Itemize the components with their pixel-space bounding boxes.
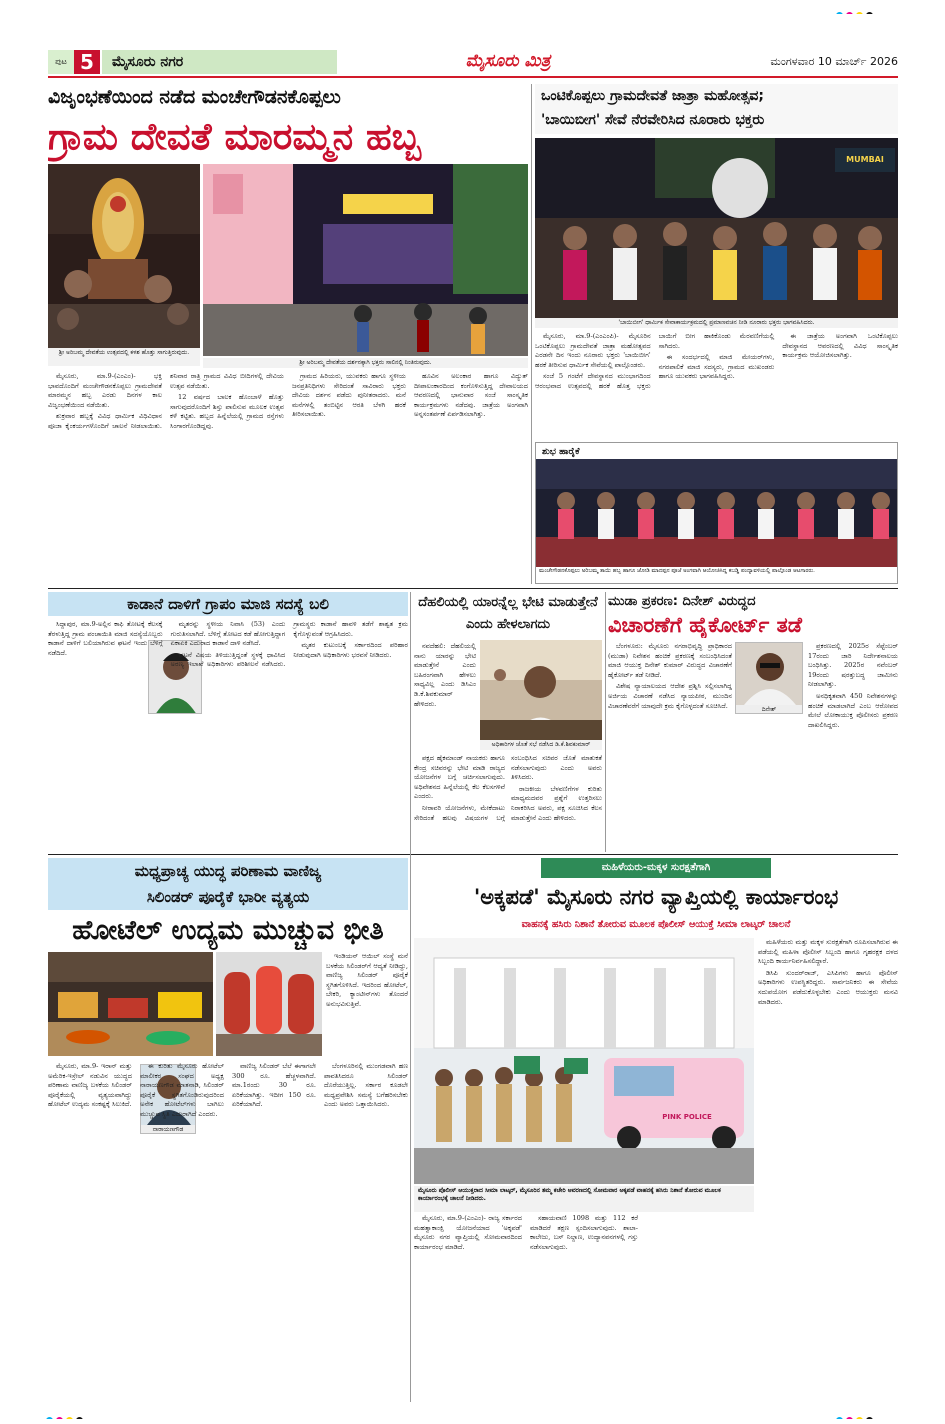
yellow-dot-icon xyxy=(856,1417,863,1419)
hotel-headline: ಹೋಟೆಲ್ ಉದ್ಯಮ ಮುಚ್ಚುವ ಭೀತಿ xyxy=(72,915,384,946)
delhi-paragraph: ರಾಜಕೀಯ ಬೆಳವಣಿಗೆಗಳ ಕುರಿತು ಮಾಧ್ಯಮದವರ ಪ್ರಶ್ನೆಗೆ ಉತ್ತರಿಸಲು ನಿರಾಕರಿಸಿದ ಅವರು, ಪಕ್ಷ ಸೂಚಿಸಿದ ಕೆಲಸ ಮಾಡುತ್ತೇನೆ ಎಂದು ಹೇಳಿದರು. xyxy=(511,784,602,822)
page-number: 5 xyxy=(74,50,100,74)
elephant-paragraph: ಮೃತರನ್ನು ಸ್ಥಳೀಯ ನಿವಾಸಿ (53) ಎಂದು ಗುರುತಿಸಲಾಗಿದೆ. ಬೆಳಿಗ್ಗೆ ತೋಟದ ಕಡೆ ಹೋಗುತ್ತಿದ್ದಾಗ ಏಕಾಏಕಿ ಎದುರಾದ ಕಾಡಾನೆ ದಾಳಿ ನಡೆಸಿದೆ. xyxy=(170,620,286,648)
story1-paragraph: 12 ವರ್ಷದ ಬಾಲಕ ಹೊಂಬಾಳೆ ಹೊತ್ತು ಸಾಗುವುದರೊಂದಿಗೆ ಶಿಸ್ತು ಪಾಲಿಸುವ ಮೂಲಕ ಉತ್ಸವ ಕಳೆ ಕಟ್ಟಿತು. ಹಬ್ಬದ ಹಿನ್ನೆಲೆಯಲ್ಲಿ ಗ್ರಾಮದ ರಸ್ತೆಗಳು ಸಿಂಗಾರಗೊಂಡಿದ್ದವು. xyxy=(170,393,284,430)
story1-caption-right: ಶ್ರೀ ಅರಿಬಮ್ಮ ದೇವತೆಯ ದರ್ಶನಕ್ಕಾಗಿ ಭಕ್ತರು ಸಾಲಿನಲ್ಲಿ ನಿಂತಿರುವುದು. xyxy=(203,358,528,368)
story1-paragraph: ಗ್ರಾಮದ ಹಿರಿಯರು, ಯುವಕರು ಹಾಗೂ ಸ್ಥಳೀಯ ಜನಪ್ರತಿನಿಧಿಗಳು ಸೇರಿದಂತೆ ಸಾವಿರಾರು ಭಕ್ತರು ದೇವಿಯ ದರ್ಶನ ಪಡೆದು ಪುನೀತರಾದರು. ಮನೆ ಮನೆಗಳಲ್ಲಿ ತಂಬಿಟ್ಟಿನ ಆರತಿ ಬೆಳಗಿ ಹರಕೆ ತೀರಿಸಲಾಯಿತು. xyxy=(292,372,406,419)
cyan-dot-icon xyxy=(836,1417,843,1419)
wishes-box xyxy=(535,442,898,584)
akkapade-headline: 'ಅಕ್ಕಪಡೆ' ಮೈಸೂರು ನಗರ ವ್ಯಾಪ್ತಿಯಲ್ಲಿ ಕಾರ್ಯಾರಂಭ xyxy=(473,885,839,909)
hotel-paragraph: ಬೆಂಗಳೂರಿನಲ್ಲಿ ಮುಂಗಡವಾಗಿ ಹಣ ಪಾವತಿಸಿದರೂ ಸಿಲಿಂಡರ್ ದೊರೆಯುತ್ತಿಲ್ಲ. ಸರ್ಕಾರ ಕೂಡಲೇ ಮಧ್ಯಪ್ರವೇಶಿಸಿ ಸಮಸ್ಯೆ ಬಗೆಹರಿಸಬೇಕು ಎಂದು ಅವರು ಒತ್ತಾಯಿಸಿದರು. xyxy=(324,1062,408,1109)
story1-headline: ಗ್ರಾಮ ದೇವತೆ ಮಾರಮ್ಮನ ಹಬ್ಬ xyxy=(48,115,421,158)
delhi-caption: ಅಧಿಕಾರಿಗಳ ಜೊತೆ ಸಭೆ ನಡೆಸಿದ ಡಿ.ಕೆ.ಶಿವಕುಮಾರ್ xyxy=(480,740,602,750)
festival-photo-kalasha xyxy=(48,164,200,356)
festival-photo-street xyxy=(203,164,528,356)
hotel-paragraph: ವಾಣಿಜ್ಯ ಸಿಲಿಂಡರ್ ಬೆಲೆ ಈಗಾಗಲೇ 300 ರೂ. ಹೆಚ್ಚಳವಾಗಿದೆ. ಮಾ.1ರಂದು 30 ರೂ. ಏರಿಕೆಯಾಗಿತ್ತು. ಇದೀಗ 150 ರೂ. ಏರಿಕೆಯಾಗಿದೆ. xyxy=(232,1062,316,1109)
story2-paragraph: ಈ ಸಂದರ್ಭದಲ್ಲಿ ಮಾಜಿ ಮೇಯರ್‌ಗಳು, ನಗರಪಾಲಿಕೆ ಮಾಜಿ ಸದಸ್ಯರು, ಗ್ರಾಮದ ಮುಖಂಡರು ಹಾಗೂ ಯುವಕರು ಭಾಗವಹಿಸಿದ್ದರು. xyxy=(658,353,775,381)
story2-paragraph: ಮೈಸೂರು, ಮಾ.9-(ಎಂಎಂಪಿ)- ಮೈಸೂರಿನ ಒಂಟಿಕೊಪ್ಪಲು ಗ್ರಾಮದೇವತೆ ಜಾತ್ರಾ ಮಹೋತ್ಸವದ ಎರಡನೇ ದಿನ ಇಂದು ನೂರಾರು ಭಕ್ತರು 'ಬಾಯಿಬೀಗ' ಹರಕೆ ತೀರಿಸುವ ಧಾರ್ಮಿಕ ಸೇವೆಯಲ್ಲಿ ಪಾಲ್ಗೊಂಡರು. xyxy=(535,332,651,369)
story2-paragraph: ಸಂಜೆ 5 ಗಂಟೆಗೆ ದೇವಸ್ಥಾನದ ಮುಂಭಾಗದಿಂದ ಆರಂಭವಾದ ಉತ್ಸವದಲ್ಲಿ ಹರಕೆ ಹೊತ್ತ ಭಕ್ತರು ಬಾಯಿಗೆ ಬೀಗ ಹಾಕಿಕೊಂಡು ಮೆರವಣಿಗೆಯಲ್ಲಿ ಸಾಗಿದರು. xyxy=(535,332,775,390)
hotel-kicker-line1: ಮಧ್ಯಪ್ರಾಚ್ಯ ಯುದ್ಧ ಪರಿಣಾಮ ವಾಣಿಜ್ಯ xyxy=(134,862,322,880)
elephant-paragraph: ಘಟನೆ ವಿಷಯ ತಿಳಿಯುತ್ತಿದ್ದಂತೆ ಸ್ಥಳಕ್ಕೆ ಧಾವಿಸಿದ ಅರಣ್ಯ ಇಲಾಖೆ ಅಧಿಕಾರಿಗಳು ಪರಿಶೀಲನೆ ನಡೆಸಿದರು. ಗ್ರಾಮಸ್ಥರು ಕಾಡಾನೆ ಹಾವಳಿ ತಡೆಗೆ ಶಾಶ್ವತ ಕ್ರಮ ಕೈಗೊಳ್ಳುವಂತೆ ಆಗ್ರಹಿಸಿದರು. xyxy=(170,620,408,669)
column-divider-muda xyxy=(605,592,606,852)
muda-body xyxy=(608,642,732,850)
hotel-kicker-band xyxy=(48,858,408,910)
elephant-paragraph: ಮೃತರ ಕುಟುಂಬಕ್ಕೆ ಸರ್ಕಾರದಿಂದ ಪರಿಹಾರ ನೀಡುವುದಾಗಿ ಅಧಿಕಾರಿಗಳು ಭರವಸೆ ನೀಡಿದರು. xyxy=(293,641,408,659)
dinesh-photo xyxy=(735,642,803,714)
cyan-dot-icon xyxy=(46,1417,53,1419)
elephant-headline-band xyxy=(48,592,408,616)
story2-photo xyxy=(535,138,898,318)
black-dot-icon xyxy=(76,1417,83,1419)
akkapade-paragraph: ಮೈಸೂರು, ಮಾ.9-(ಎಂಎಂ)- ರಾಜ್ಯ ಸರ್ಕಾರದ ಮಹತ್ವಾಕಾಂಕ್ಷಿ ಯೋಜನೆಯಾದ 'ಅಕ್ಕಪಡೆ' ಮೈಸೂರು ನಗರ ವ್ಯಾಪ್ತಿಯಲ್ಲಿ ಸೋಮವಾರದಿಂದ ಕಾರ್ಯಾರಂಭ ಮಾಡಿದೆ. xyxy=(414,1214,522,1251)
magenta-dot-icon xyxy=(846,1417,853,1419)
narayanagowda-name-label: ನಾರಾಯಣಗೌಡ xyxy=(141,1125,195,1134)
story2-header xyxy=(535,84,898,134)
magenta-dot-icon xyxy=(56,1417,63,1419)
akkapade-body-right xyxy=(758,938,898,1402)
page-header xyxy=(48,50,898,74)
magenta-dot-icon xyxy=(846,12,853,14)
header-rule xyxy=(48,76,898,78)
akkapade-photo xyxy=(414,938,754,1184)
story2-paragraph: ಈ ಜಾತ್ರೆಯ ಅಂಗವಾಗಿ ಒಂಟಿಕೊಪ್ಪಲು ದೇವಸ್ಥಾನದ ಆವರಣದಲ್ಲಿ ವಿವಿಧ ಸಾಂಸ್ಕೃತಿಕ ಕಾರ್ಯಕ್ರಮ ಆಯೋಜಿಸಲಾಗಿತ್ತು. xyxy=(782,332,898,360)
hotel-kitchen-image xyxy=(48,952,213,1056)
muda-paragraph: ಅನಧಿಕೃತವಾಗಿ 450 ನಿವೇಶನಗಳನ್ನು ಹಂಚಿಕೆ ಮಾಡಲಾಗಿದೆ ಎಂಬ ಆರೋಪದ ಮೇಲೆ ಲೋಕಾಯುಕ್ತ ಪೊಲೀಸರು ಪ್ರಕರಣ ದಾಖಲಿಸಿದ್ದರು. xyxy=(808,691,898,729)
muda-headline: ವಿಚಾರಣೆಗೆ ಹೈಕೋರ್ಟ್ ತಡೆ xyxy=(608,613,802,637)
delhi-paragraph: ಪಕ್ಷದ ಹೈಕಮಾಂಡ್ ನಾಯಕರು ಹಾಗೂ ಕೇಂದ್ರ ಸಚಿವರನ್ನು ಭೇಟಿ ಮಾಡಿ ರಾಜ್ಯದ ಯೋಜನೆಗಳ ಬಗ್ಗೆ ಚರ್ಚಿಸಲಾಗುವುದು. ಅಧಿವೇಶನದ ಹಿನ್ನೆಲೆಯಲ್ಲಿ ಕೆಲ ಕೆಲಸಗಳಿವೆ ಎಂದರು. xyxy=(414,754,505,801)
hotel-body-top xyxy=(326,952,408,1056)
delhi-paragraph: ನೀರಾವರಿ ಯೋಜನೆಗಳು, ಮೇಕೆದಾಟು ಸೇರಿದಂತೆ ಹಲವು ವಿಷಯಗಳ ಬಗ್ಗೆ ಸಂಬಂಧಿಸಿದ ಸಚಿವರ ಜೊತೆ ಮಾತುಕತೆ ನಡೆಸಲಾಗುವುದು ಎಂದು ಅವರು ತಿಳಿಸಿದರು. xyxy=(414,754,602,822)
story2-headline: 'ಬಾಯಿಬೀಗ' ಸೇವೆ ನೆರವೇರಿಸಿದ ನೂರಾರು ಭಕ್ತರು xyxy=(541,112,765,128)
kabaddi-team-image xyxy=(536,459,897,567)
hotel-paragraph: ಮೈಸೂರು, ಮಾ.9- ಇರಾನ್ ಮತ್ತು ಅಮೆರಿಕ-ಇಸ್ರೇಲ್ ನಡುವಿನ ಯುದ್ಧದ ಪರಿಣಾಮ ವಾಣಿಜ್ಯ ಬಳಕೆಯ ಸಿಲಿಂಡರ್ ಪೂರೈಕೆಯಲ್ಲಿ ವ್ಯತ್ಯಯವಾಗಿದ್ದು ಹೋಟೆಲ್ ಉದ್ಯಮ ಸಂಕಷ್ಟಕ್ಕೆ ಸಿಲುಕಿದೆ. xyxy=(48,1062,132,1109)
hotel-kitchen-photo xyxy=(48,952,213,1056)
yellow-dot-icon xyxy=(66,1417,73,1419)
divider-row2 xyxy=(48,854,898,855)
akkapade-caption: ಮೈಸೂರು ಪೊಲೀಸ್ ಆಯುಕ್ತರಾದ ಸೀಮಾ ಲಾಟ್ಕರ್, ಮೈಸೂರಿನ ತಮ್ಮ ಕಚೇರಿ ಆವರಣದಲ್ಲಿ ಸೋಮವಾರ ಅಕ್ಕಪಡೆ ವಾಹನಕ್ಕೆ ಹಸಿರು ನಿಶಾನೆ ತೋರುವ ಮೂಲಕ ಕಾರ್ಯಾರಂಭಕ್ಕೆ ಚಾಲನೆ ನೀಡಿದರು. xyxy=(414,1186,754,1212)
dinesh-portrait-image xyxy=(736,643,803,705)
delhi-body xyxy=(414,642,476,752)
wishes-title: ಶುಭ ಹಾರೈಕೆ xyxy=(540,445,600,459)
story1-paragraph: ಮೈಸೂರು, ಮಾ.9-(ಎಂಎಂ)- ಭಕ್ತಿ ಭಾವದೊಂದಿಗೆ ಮಂಚೇಗೌಡನಕೊಪ್ಪಲು ಗ್ರಾಮದೇವತೆ ಮಾರಮ್ಮನ ಹಬ್ಬ ಎರಡು ದಿನಗಳ ಕಾಲ ವಿಜೃಂಭಣೆಯಿಂದ ನಡೆಯಿತು. xyxy=(48,372,162,409)
elephant-body xyxy=(48,620,408,850)
registration-marks-bottom-right xyxy=(836,1409,936,1419)
publication-date: ಮಂಗಳವಾರ 10 ಮಾರ್ಚ್ 2026 xyxy=(770,55,898,68)
hotel-body xyxy=(48,1062,408,1402)
hotel-kicker-line2: ಸಿಲಿಂಡರ್ ಪೂರೈಕೆ ಭಾರೀ ವ್ಯತ್ಯಯ xyxy=(146,888,310,906)
page-label: ಪುಟ xyxy=(48,50,74,74)
festival-kalasha-image xyxy=(48,164,200,356)
hotel-paragraph: ಇಂಡಿಯನ್ ಆಯಿಲ್ ಸಂಸ್ಥೆ ಮನೆ ಬಳಕೆಯ ಸಿಲಿಂಡರ್‌ಗೆ ಆದ್ಯತೆ ನೀಡಿದ್ದು, ವಾಣಿಜ್ಯ ಸಿಲಿಂಡರ್ ಪೂರೈಕೆ ಸ್ಥಗಿತಗೊಳಿಸಿದೆ. ಇದರಿಂದ ಹೋಟೆಲ್, ಬೇಕರಿ, ಕ್ಯಾಂಟೀನ್‌ಗಳು ತೊಂದರೆ ಅನುಭವಿಸುತ್ತಿವೆ. xyxy=(326,952,408,1008)
pink-police-label: PINK POLICE xyxy=(662,1113,712,1121)
delhi-body-lower xyxy=(414,754,602,850)
hotel-paragraph: ಈ ಕುರಿತು ಮೈಸೂರು ಹೋಟೆಲ್ ಮಾಲೀಕರ ಸಂಘದ ಅಧ್ಯಕ್ಷ ನಾರಾಯಣಗೌಡ ಮಾತನಾಡಿ, ಸಿಲಿಂಡರ್ ಪೂರೈಕೆ ಸ್ಥಗಿತಗೊಂಡಿರುವುದರಿಂದ ಅನೇಕ ಹೋಟೆಲ್‌ಗಳು ಬಾಗಿಲು ಮುಚ್ಚುವ ಸ್ಥಿತಿ ಎದುರಾಗಿದೆ ಎಂದರು. xyxy=(140,1062,224,1118)
story2-caption: 'ಬಾಯಿಬೀಗ' ಧಾರ್ಮಿಕ ಸೇವಾಕಾರ್ಯಕ್ರಮದಲ್ಲಿ ಪ್ರಮಾಣವಚನ ನೀಡಿ ನೂರಾರು ಭಕ್ತರು ಭಾಗವಹಿಸಿದರು. xyxy=(535,318,898,328)
story1-paragraph: ಶುಕ್ರವಾರ ಹಬ್ಬಕ್ಕೆ ವಿವಿಧ ಧಾರ್ಮಿಕ ವಿಧಿವಿಧಾನ ಪೂಜಾ ಕೈಂಕರ್ಯಗಳೊಂದಿಗೆ ಚಾಲನೆ ನೀಡಲಾಯಿತು. ಶನಿವಾರ ರಾತ್ರಿ ಗ್ರಾಮದ ವಿವಿಧ ಬೀದಿಗಳಲ್ಲಿ ದೇವಿಯ ಉತ್ಸವ ನಡೆಯಿತು. xyxy=(48,372,284,430)
dinesh-name-label: ದಿನೇಶ್ xyxy=(736,705,802,714)
masthead-logo: ಮೈಸೂರು ಮಿತ್ರ xyxy=(465,51,551,71)
wishes-caption: ಮಂಚೇಗೌಡನಕೊಪ್ಪಲು ಅರಿಬಮ್ಮ ತಾಯಿ ಹಬ್ಬ ಹಾಗೂ ಜೋಡಿ ಮಾದಪ್ಪನ ಪೂಜೆ ಅಂಗವಾಗಿ ಆಯೋಜಿಸಿದ್ದ ಕಬಡ್ಡಿ ಪಂದ್ಯಾವಳಿಯಲ್ಲಿ ಪಾಲ್ಗೊಂಡ ಆಟಗಾರರು. xyxy=(539,568,815,574)
registration-marks-bottom xyxy=(46,1409,146,1419)
muda-paragraph: ವಿಶೇಷ ನ್ಯಾಯಾಲಯದ ಆದೇಶ ಪ್ರಶ್ನಿಸಿ ಸಲ್ಲಿಸಲಾಗಿದ್ದ ಅರ್ಜಿಯ ವಿಚಾರಣೆ ನಡೆಸಿದ ನ್ಯಾಯಪೀಠ, ಮುಂದಿನ ವಿಚಾರಣೆವರೆಗೆ ಯಾವುದೇ ಕ್ರಮ ಕೈಗೊಳ್ಳದಂತೆ ಸೂಚಿಸಿದೆ. xyxy=(608,682,732,710)
story1-paragraph: ಹೂವಿನ ಅಲಂಕಾರ ಹಾಗೂ ವಿದ್ಯುತ್ ದೀಪಾಲಂಕಾರದಿಂದ ಕಂಗೊಳಿಸುತ್ತಿದ್ದ ದೇವಾಲಯದ ಆವರಣದಲ್ಲಿ ಭಾನುವಾರ ಸಂಜೆ ಸಾಂಸ್ಕೃತಿಕ ಕಾರ್ಯಕ್ರಮಗಳು ನಡೆದವು. ಜಾತ್ರೆಯ ಅಂಗವಾಗಿ ಅನ್ನಸಂತರ್ಪಣೆ ಏರ್ಪಡಿಸಲಾಗಿತ್ತು. xyxy=(414,372,528,419)
cyan-dot-icon xyxy=(836,12,843,14)
story1-caption-left: ಶ್ರೀ ಅರಿಬಮ್ಮ ದೇವತೆಯ ಉತ್ಸವದಲ್ಲಿ ಕಳಶ ಹೊತ್ತು ಸಾಗುತ್ತಿರುವುದು. xyxy=(48,348,200,366)
festival-street-image xyxy=(203,164,528,356)
registration-marks-top xyxy=(836,4,936,14)
yellow-dot-icon xyxy=(856,12,863,14)
divider-row1 xyxy=(48,588,898,589)
delhi-headline: ದೆಹಲಿಯಲ್ಲಿ ಯಾರನ್ನೆಲ್ಲ ಭೇಟಿ ಮಾಡುತ್ತೇನೆ ಎಂದು ಹೇಳಲಾಗದು xyxy=(418,595,598,632)
delhi-photo xyxy=(480,640,602,740)
section-title: ಮೈಸೂರು ನಗರ xyxy=(102,50,337,74)
dk-shivakumar-image xyxy=(480,640,602,740)
black-dot-icon xyxy=(866,1417,873,1419)
muda-paragraph: ಬೆಂಗಳೂರು: ಮೈಸೂರು ನಗರಾಭಿವೃದ್ಧಿ ಪ್ರಾಧಿಕಾರದ (ಮುಡಾ) ನಿವೇಶನ ಹಂಚಿಕೆ ಪ್ರಕರಣಕ್ಕೆ ಸಂಬಂಧಿಸಿದಂತೆ ಮಾಜಿ ಆಯುಕ್ತ ದಿನೇಶ್ ಕುಮಾರ್ ವಿರುದ್ಧದ ವಿಚಾರಣೆಗೆ ಹೈಕೋರ್ಟ್ ತಡೆ ನೀಡಿದೆ. xyxy=(608,642,732,679)
akkapade-paragraph: ಮಹಿಳೆಯರು ಮತ್ತು ಮಕ್ಕಳ ಸುರಕ್ಷತೆಗಾಗಿ ರೂಪಿಸಲಾಗಿರುವ ಈ ಪಡೆಯಲ್ಲಿ ಮಹಿಳಾ ಪೊಲೀಸ್ ಸಿಬ್ಬಂದಿ ಹಾಗೂ ಗೃಹರಕ್ಷಕ ದಳದ ಸಿಬ್ಬಂದಿ ಕಾರ್ಯನಿರ್ವಹಿಸಲಿದ್ದಾರೆ. xyxy=(758,938,898,966)
akkapade-tag-band xyxy=(414,858,898,878)
akkapade-flagoff-image xyxy=(414,938,754,1184)
akkapade-paragraph: ಡಿಸಿಪಿ ಸುಂದರ್‌ರಾಜ್, ಎಸಿಪಿಗಳು ಹಾಗೂ ಪೊಲೀಸ್ ಅಧಿಕಾರಿಗಳು ಉಪಸ್ಥಿತರಿದ್ದರು. ಸಾರ್ವಜನಿಕರು ಈ ಸೇವೆಯ ಸದುಪಯೋಗ ಪಡೆದುಕೊಳ್ಳಬೇಕು ಎಂದು ಆಯುಕ್ತರು ಮನವಿ ಮಾಡಿದರು. xyxy=(758,968,898,1006)
akkapade-paragraph: ಸಹಾಯವಾಣಿ 1098 ಮತ್ತು 112 ಕರೆ ಮಾಡಿದರೆ ತಕ್ಷಣ ಸ್ಪಂದಿಸಲಾಗುವುದು. ಶಾಲಾ-ಕಾಲೇಜು, ಬಸ್ ನಿಲ್ದಾಣ, ಉದ್ಯಾನವನಗಳಲ್ಲಿ ಗಸ್ತು ನಡೆಸಲಾಗುವುದು. xyxy=(530,1214,638,1251)
cylinder-photo xyxy=(216,952,322,1056)
akkapade-body xyxy=(414,1214,754,1402)
column-divider-left xyxy=(410,592,411,1402)
muda-body-right xyxy=(808,642,898,850)
black-dot-icon xyxy=(866,12,873,14)
column-divider-mid xyxy=(531,84,532,584)
elephant-paragraph: ಸಿದ್ದಾಪುರ, ಮಾ.9-ಅಲ್ಲಿನ ಕಾಫಿ ತೋಟಕ್ಕೆ ಕೆಲಸಕ್ಕೆ ತೆರಳುತ್ತಿದ್ದ ಗ್ರಾಮ ಪಂಚಾಯಿತಿ ಮಾಜಿ ಸದಸ್ಯೆಯೊಬ್ಬರು ಕಾಡಾನೆ ದಾಳಿಗೆ ಬಲಿಯಾಗಿರುವ ಘಟನೆ ಇಂದು ಬೆಳಿಗ್ಗೆ ನಡೆದಿದೆ. xyxy=(48,620,163,657)
muda-paragraph: ಪ್ರಕರಣದಲ್ಲಿ 2025ರ ಸೆಪ್ಟೆಂಬರ್ 17ರಂದು ಜಾರಿ ನಿರ್ದೇಶನಾಲಯ ಬಂಧಿಸಿತ್ತು. 2025ರ ನವೆಂಬರ್ 19ರಂದು ಷರತ್ತುಬದ್ಧ ಜಾಮೀನು ನೀಡಲಾಗಿತ್ತು. xyxy=(808,642,898,689)
story2-body xyxy=(535,332,898,440)
akkapade-subhead: ವಾಹನಕ್ಕೆ ಹಸಿರು ನಿಶಾನೆ ತೋರುವ ಮೂಲಕ ಪೊಲೀಸ್ ಆಯುಕ್ತೆ ಸೀಮಾ ಲಾಟ್ಕರ್ ಚಾಲನೆ xyxy=(521,919,791,930)
gas-cylinders-image xyxy=(216,952,322,1056)
muda-kicker: ಮುಡಾ ಪ್ರಕರಣ: ದಿನೇಶ್ ವಿರುದ್ಧದ xyxy=(608,594,756,609)
story1-body xyxy=(48,372,528,582)
delhi-paragraph: ನವದೆಹಲಿ: ದೆಹಲಿಯಲ್ಲಿ ನಾನು ಯಾರನ್ನು ಭೇಟಿ ಮಾಡುತ್ತೇನೆ ಎಂದು ಬಹಿರಂಗವಾಗಿ ಹೇಳಲು ಸಾಧ್ಯವಿಲ್ಲ ಎಂದು ಡಿಸಿಎಂ ಡಿ.ಕೆ.ಶಿವಕುಮಾರ್ ಹೇಳಿದರು. xyxy=(414,642,476,708)
story1-kicker: ವಿಜೃಂಭಣೆಯಿಂದ ನಡೆದ ಮಂಚೇಗೌಡನಕೊಪ್ಪಲು xyxy=(48,86,341,108)
story2-kicker: ಒಂಟಿಕೊಪ್ಪಲು ಗ್ರಾಮದೇವತೆ ಜಾತ್ರಾ ಮಹೋತ್ಸವ; xyxy=(541,88,765,104)
shop-sign: MUMBAI xyxy=(839,153,891,167)
elephant-headline: ಕಾಡಾನೆ ದಾಳಿಗೆ ಗ್ರಾಪಂ ಮಾಜಿ ಸದಸ್ಯೆ ಬಲಿ xyxy=(127,595,329,613)
akkapade-tag: ಮಹಿಳೆಯರು-ಮಕ್ಕಳ ಸುರಕ್ಷತೆಗಾಗಿ xyxy=(541,858,771,878)
